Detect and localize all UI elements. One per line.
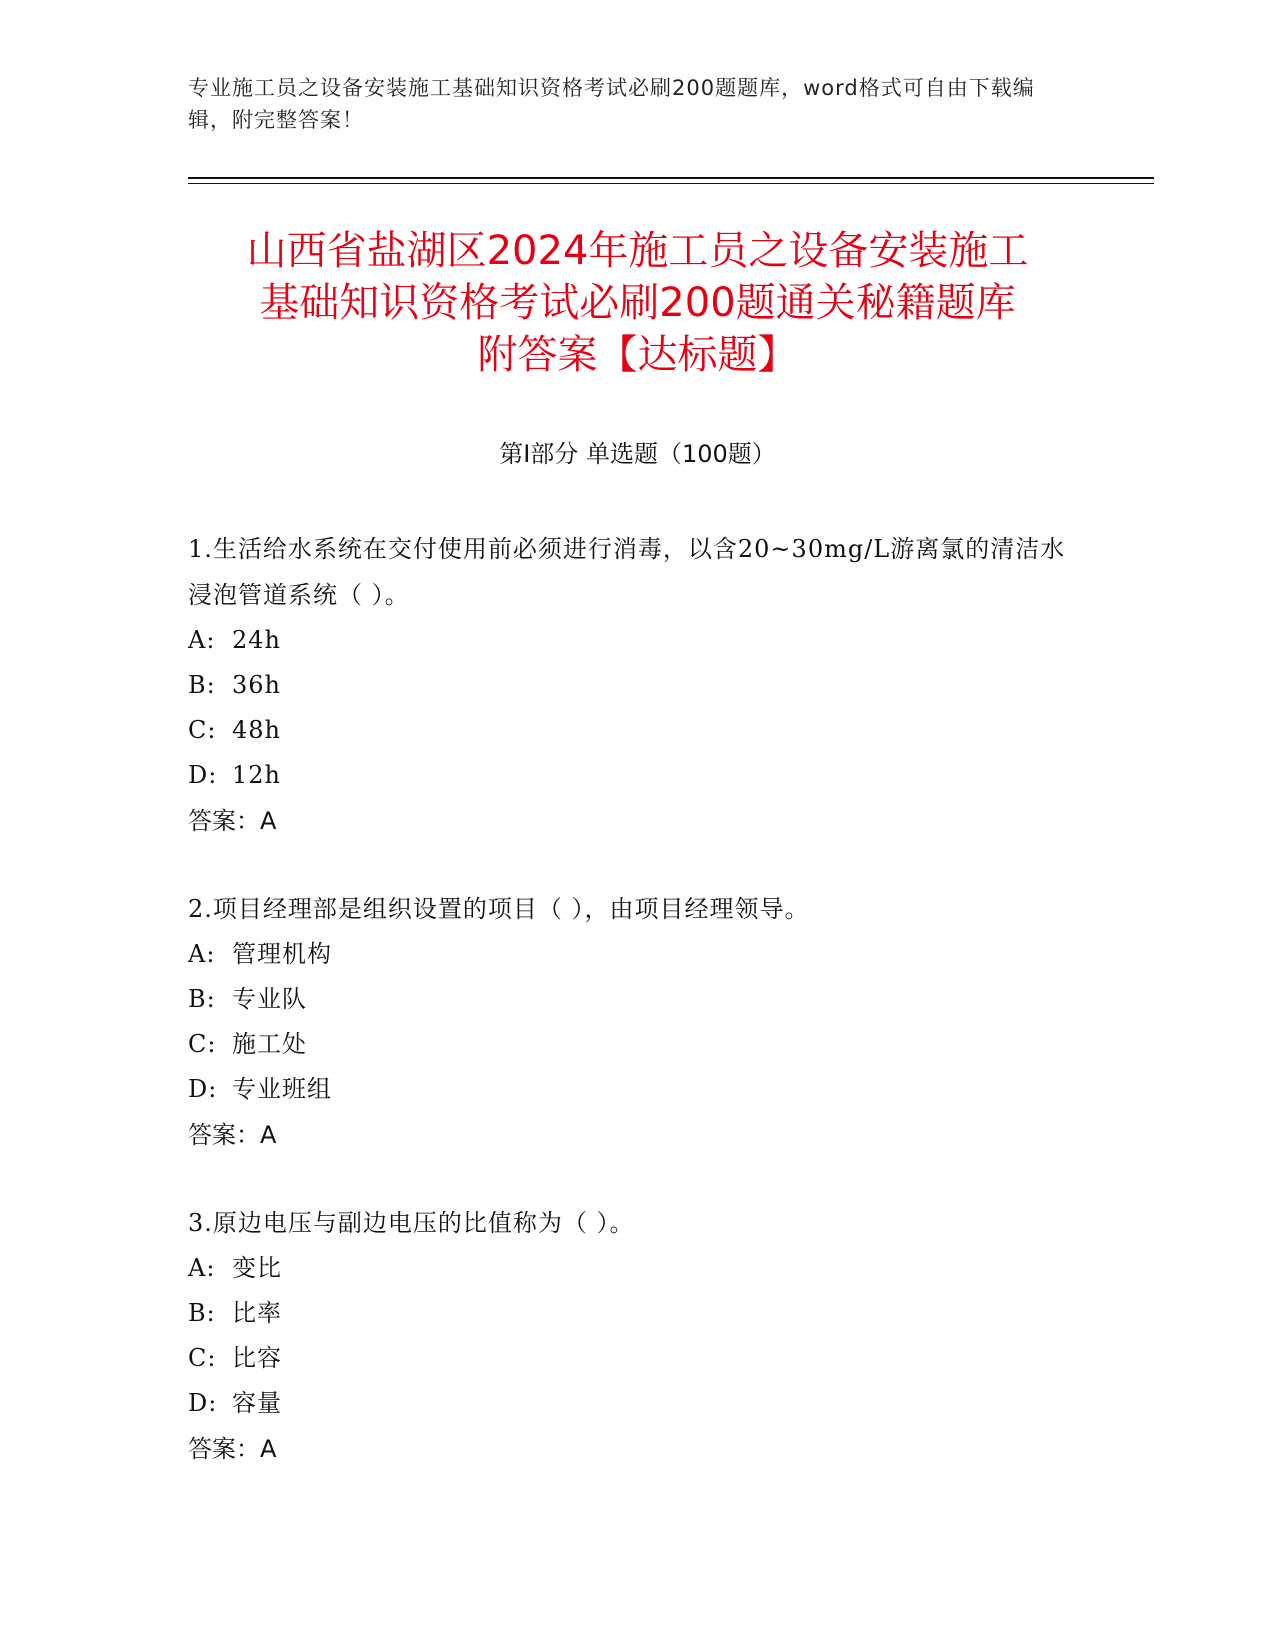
answer-value: A (260, 1435, 277, 1463)
answer-line (188, 1426, 1068, 1472)
option-d (188, 1381, 1068, 1426)
option-key: C: (188, 716, 217, 744)
option-a (188, 932, 1068, 977)
question-stem: 2.项目经理部是组织设置的项目（ ），由项目经理领导。 (188, 895, 810, 923)
option-key: A: (188, 626, 216, 654)
option-text: 专业队 (232, 985, 307, 1013)
option-b (188, 1291, 1068, 1336)
question-stem: 3.原边电压与副边电压的比值称为（ ）。 (188, 1209, 635, 1237)
option-key: D: (188, 1075, 218, 1103)
option-d (188, 1067, 1068, 1112)
option-text: 变比 (232, 1254, 282, 1282)
option-text: 24h (232, 626, 281, 654)
option-key: A: (188, 940, 216, 968)
title-line-2: 基础知识资格考试必刷200题通关秘籍题库 (259, 280, 1016, 326)
answer-value: A (260, 1121, 277, 1149)
option-key: C: (188, 1030, 217, 1058)
header-note: 专业施工员之设备安装施工基础知识资格考试必刷200题题库，word格式可自由下载编辑，附完整答案！ (188, 76, 1035, 132)
option-key: C: (188, 1344, 217, 1372)
title-line-3: 附答案【达标题】 (477, 332, 798, 378)
option-key: B: (188, 985, 216, 1013)
option-c (188, 1022, 1068, 1067)
section-title: 第Ⅰ部分 单选题（100题） (499, 440, 776, 468)
question-1 (188, 526, 1068, 844)
option-text: 36h (232, 671, 281, 699)
option-b (188, 663, 1068, 708)
header-rule-thin (188, 183, 1154, 184)
option-c (188, 1336, 1068, 1381)
option-b (188, 977, 1068, 1022)
answer-label: 答案： (188, 1435, 260, 1463)
option-a (188, 618, 1068, 663)
answer-label: 答案： (188, 1121, 260, 1149)
option-text: 12h (232, 761, 281, 789)
question-3 (188, 1200, 1068, 1472)
answer-label: 答案： (188, 807, 260, 835)
document-title (150, 225, 1125, 381)
option-key: B: (188, 1299, 216, 1327)
option-key: D: (188, 1389, 218, 1417)
option-text: 48h (232, 716, 281, 744)
question-2 (188, 886, 1068, 1158)
option-text: 比率 (232, 1299, 282, 1327)
option-text: 容量 (232, 1389, 282, 1417)
question-list (188, 526, 1068, 1514)
option-c (188, 708, 1068, 753)
option-a (188, 1246, 1068, 1291)
option-text: 专业班组 (232, 1075, 332, 1103)
option-text: 比容 (232, 1344, 282, 1372)
option-text: 施工处 (232, 1030, 307, 1058)
option-text: 管理机构 (232, 940, 332, 968)
title-line-1: 山西省盐湖区2024年施工员之设备安装施工 (246, 228, 1029, 274)
option-key: B: (188, 671, 216, 699)
option-d (188, 753, 1068, 798)
header-rule-thick (188, 177, 1154, 179)
option-key: A: (188, 1254, 216, 1282)
answer-line (188, 1112, 1068, 1158)
option-key: D: (188, 761, 218, 789)
answer-line (188, 798, 1068, 844)
question-stem: 1.生活给水系统在交付使用前必须进行消毒，以含20~30mg/L游离氯的清洁水浸泡管道系统（ ）。 (188, 535, 1066, 609)
answer-value: A (260, 807, 277, 835)
